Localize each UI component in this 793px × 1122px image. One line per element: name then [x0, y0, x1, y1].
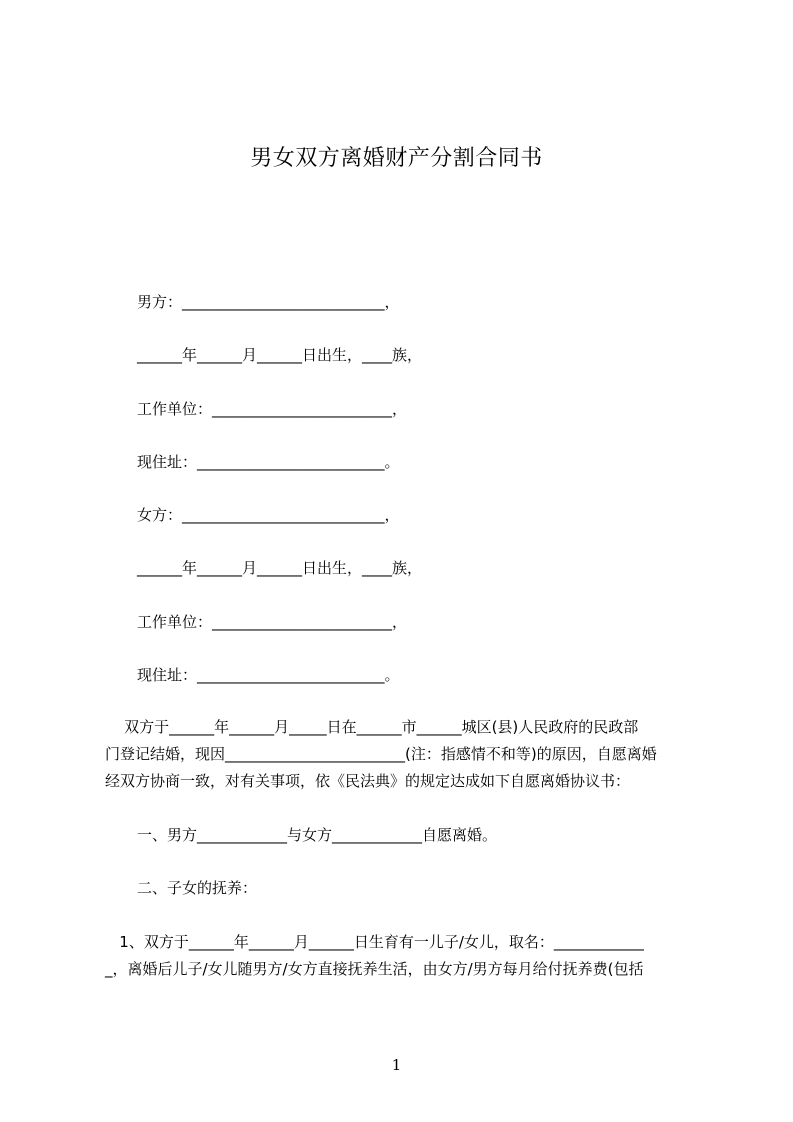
male-address-line: 现住址：_________________________。	[137, 453, 400, 471]
paragraph-line: 门登记结婚，现因________________________(注：指感情不和等)的原因，自愿离婚	[105, 745, 657, 763]
female-birth-line: ______年______月______日出生，____族，	[137, 559, 423, 577]
marriage-paragraph	[105, 714, 700, 795]
clause-one: 一、男方____________与女方____________自愿离婚。	[137, 826, 498, 844]
paragraph-line: _，离婚后儿子/女儿随男方/女方直接抚养生活，由女方/男方每月给付抚养费(包括	[105, 960, 644, 978]
child-paragraph	[105, 929, 700, 983]
paragraph-line: 双方于______年______月_____日在______市______城区(县)人民政府的民政部	[105, 718, 639, 736]
female-name-line: 女方：___________________________，	[137, 506, 400, 524]
page-number: 1	[391, 1056, 402, 1074]
female-address-line: 现住址：_________________________。	[137, 666, 400, 684]
document-title: 男女双方离婚财产分割合同书	[250, 146, 543, 171]
paragraph-line: 经双方协商一致，对有关事项，依《民法典》的规定达成如下自愿离婚协议书：	[105, 772, 631, 790]
female-work-line: 工作单位：________________________，	[137, 613, 408, 631]
male-work-line: 工作单位：________________________，	[137, 400, 408, 418]
male-name-line: 男方：___________________________，	[137, 293, 400, 311]
clause-two-heading: 二、子女的抚养：	[137, 879, 258, 897]
paragraph-line: 1、双方于______年______月______日生育有一儿子/女儿，取名：____________	[105, 933, 644, 951]
male-birth-line: ______年______月______日出生，____族，	[137, 346, 423, 364]
